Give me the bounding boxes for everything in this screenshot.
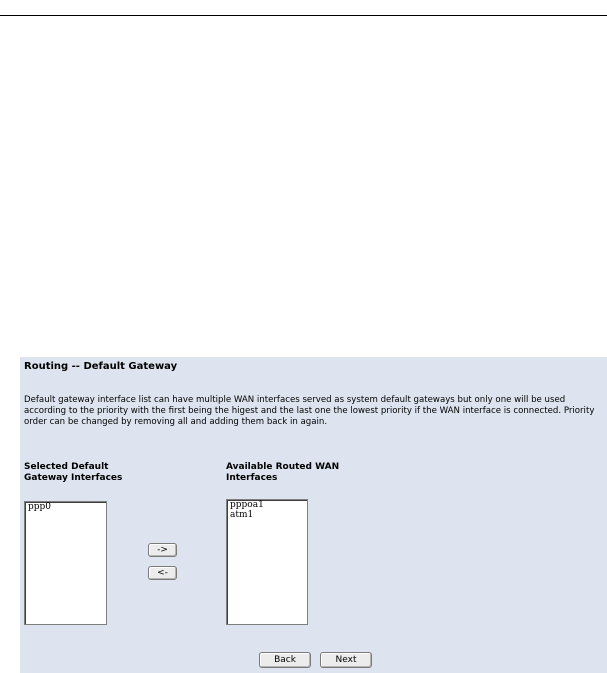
available-interfaces-heading: Available Routed WAN Interfaces [226,462,340,483]
add-to-selected-button[interactable]: -> [148,543,177,557]
page-title: Routing -- Default Gateway [24,361,178,372]
available-interfaces-list[interactable] [226,499,308,625]
page-description: Default gateway interface list can have multiple WAN interfaces served as system default gateways but only one will be used according to the priority with the first being the higest and the last one the lowest priority if the WAN interface is connected. Priority order can be changed by removing all and adding them back in again. [24,395,595,427]
back-button[interactable]: Back [259,652,311,668]
selected-interfaces-heading: Selected Default Gateway Interfaces [24,462,123,483]
default-gateway-panel [20,357,607,673]
next-button[interactable]: Next [320,652,372,668]
top-divider [0,15,607,16]
list-item[interactable]: atm1 [230,510,254,520]
list-item[interactable]: ppp0 [28,502,52,512]
list-item[interactable]: pppoa1 [230,500,264,510]
selected-interfaces-list[interactable] [24,501,107,625]
remove-from-selected-button[interactable]: <- [148,566,177,580]
